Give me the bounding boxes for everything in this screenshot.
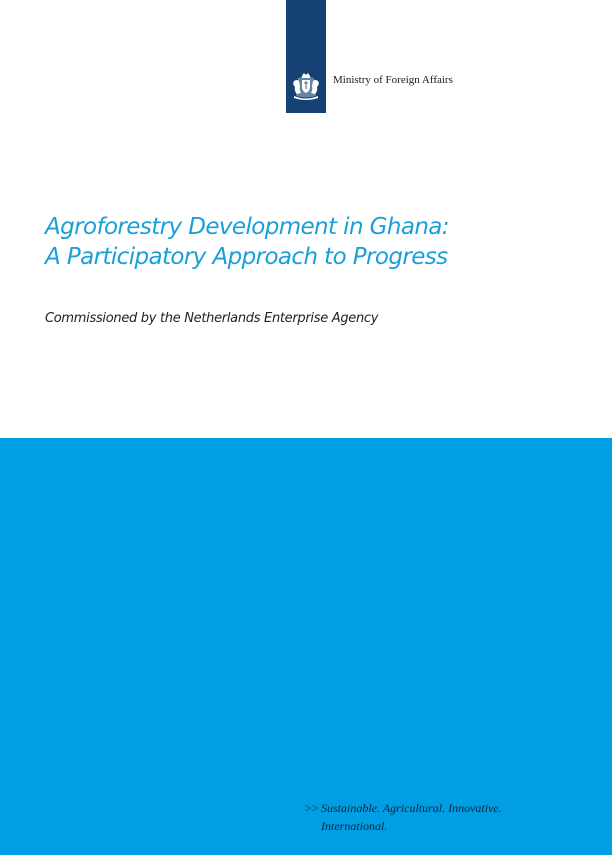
coat-of-arms-icon <box>289 72 323 102</box>
document-title-line-1: Agroforestry Development in Ghana: <box>45 214 449 240</box>
tagline-line-1: Sustainable. Agricultural. Innovative. <box>321 801 502 815</box>
document-title <box>45 212 585 272</box>
document-subtitle: Commissioned by the Netherlands Enterprise Agency <box>45 311 379 326</box>
government-logo-bar <box>286 0 326 113</box>
document-title-line-2: A Participatory Approach to Progress <box>45 244 448 270</box>
tagline <box>305 799 502 835</box>
cover-blue-panel <box>0 438 612 855</box>
tagline-line-2: International. <box>321 819 388 833</box>
double-chevron-icon: >> <box>305 801 319 815</box>
ministry-name: Ministry of Foreign Affairs <box>333 74 453 86</box>
